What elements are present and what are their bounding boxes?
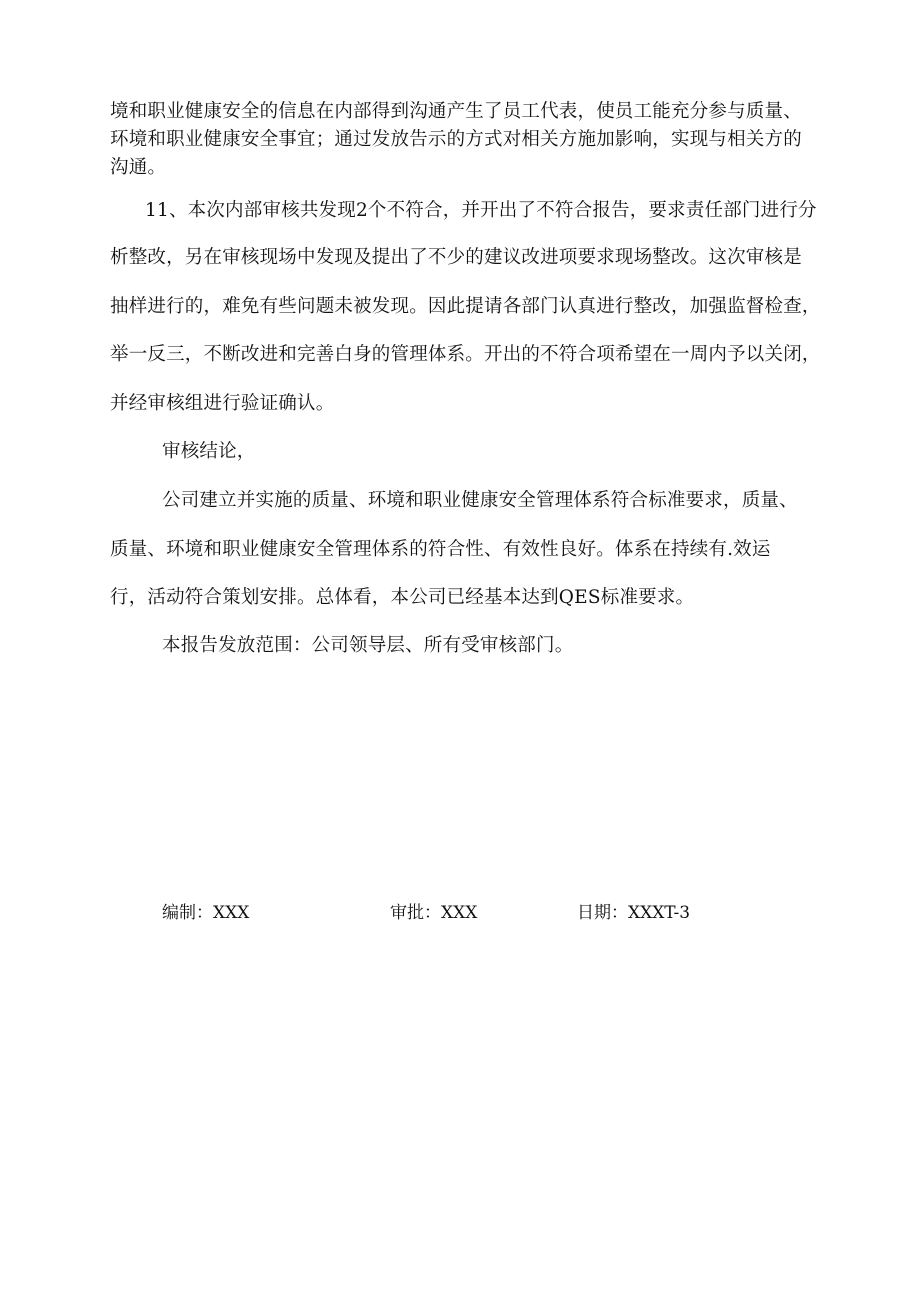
distribution-scope: 本报告发放范围：公司领导层、所有受审核部门。 xyxy=(162,635,574,656)
paragraph-1-line-3: 沟通。 xyxy=(110,157,167,178)
prepared-by: 编制：XXX xyxy=(162,903,250,923)
conclusion-heading: 审核结论， xyxy=(162,441,256,462)
paragraph-2-line-2: 析整改，另在审核现场中发现及提出了不少的建议改进项要求现场整改。这次审核是 xyxy=(110,247,802,268)
paragraph-2-line-3: 抽样进行的，难免有些问题未被发现。因此提请各部门认真进行整改，加强监督检查， xyxy=(110,296,821,317)
paragraph-1-line-1: 境和职业健康安全的信息在内部得到沟通产生了员工代表，使员工能充分参与质量、 xyxy=(110,101,802,122)
report-date: 日期：XXXT-3 xyxy=(577,903,691,923)
approved-by: 审批：XXX xyxy=(390,903,478,923)
paragraph-2-line-5: 并经审核组进行验证确认。 xyxy=(110,393,335,414)
paragraph-1-line-2: 环境和职业健康安全事宜；通过发放告示的方式对相关方施加影响，实现与相关方的 xyxy=(110,129,802,150)
paragraph-2-line-1: 11、本次内部审核共发现2个不符合，并开出了不符合报告，要求责任部门进行分 xyxy=(145,200,817,221)
conclusion-line-1: 公司建立并实施的质量、环境和职业健康安全管理体系符合标准要求，质量、 xyxy=(162,490,798,511)
conclusion-line-3: 行，活动符合策划安排。总体看，本公司已经基本达到QES标准要求。 xyxy=(110,587,695,608)
paragraph-2-line-4: 举一反三，不断改进和完善白身的管理体系。开出的不符合项希望在一周内予以关闭， xyxy=(110,344,821,365)
conclusion-line-2: 质量、环境和职业健康安全管理体系的符合性、有效性良好。体系在持续有.效运 xyxy=(110,539,771,560)
